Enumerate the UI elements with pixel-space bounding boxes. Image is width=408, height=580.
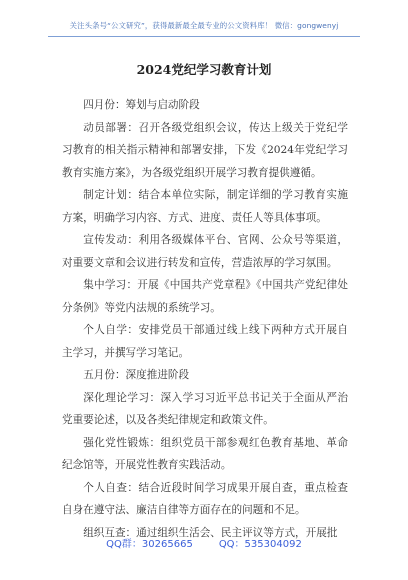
paragraph-party-spirit: 强化党性锻炼：组织党员干部参观红色教育基地、革命纪念馆等，开展党性教育实践活动。 xyxy=(62,436,348,471)
qq-number: QQ：535304092 xyxy=(218,539,302,550)
paragraph-self-study: 个人自学：安排党员干部通过线上线下两种方式开展自主学习，并撰写学习笔记。 xyxy=(62,324,348,359)
paragraph-mutual-check: 组织互查：通过组织生活会、民主评议等方式，开展批 xyxy=(83,526,338,539)
document-body xyxy=(62,94,348,544)
section-heading-may: 五月份：深度推进阶段 xyxy=(83,369,190,381)
footer-contacts xyxy=(0,535,408,550)
paragraph-group-study: 集中学习：开展《中国共产党章程》《中国共产党纪律处分条例》等党内法规的系统学习。 xyxy=(62,279,348,314)
paragraph-theory: 深化理论学习：深入学习习近平总书记关于全面从严治党重要论述，以及各类纪律规定和政策文件。 xyxy=(62,391,348,426)
header-divider xyxy=(48,36,360,37)
page-title: 2024党纪学习教育计划 xyxy=(136,62,272,77)
paragraph-mobilization: 动员部署：召开各级党组织会议，传达上级关于党纪学习教育的相关指示精神和部署安排，下发《2024年党纪学习教育实施方案》，为各级党组织开展学习教育提供遵循。 xyxy=(62,121,348,179)
header-promo: 关注头条号“公文研究”，获得最新最全最专业的公文资料库！ 微信：gongwenyj xyxy=(69,21,339,30)
paragraph-self-check: 个人自查：结合近段时间学习成果开展自查，重点检查自身在遵守法、廉洁自律等方面存在的问题和不足。 xyxy=(62,481,348,516)
qq-group-number: QQ群：30265665 xyxy=(106,539,193,550)
paragraph-planning: 制定计划：结合本单位实际，制定详细的学习教育实施方案，明确学习内容、方式、进度、责任人等具体事项。 xyxy=(62,189,348,224)
paragraph-publicity: 宣传发动：利用各级媒体平台、官网、公众号等渠道，对重要文章和会议进行转发和宣传，营造浓厚的学习氛围。 xyxy=(62,234,348,269)
section-heading-april: 四月份：筹划与启动阶段 xyxy=(83,99,200,111)
